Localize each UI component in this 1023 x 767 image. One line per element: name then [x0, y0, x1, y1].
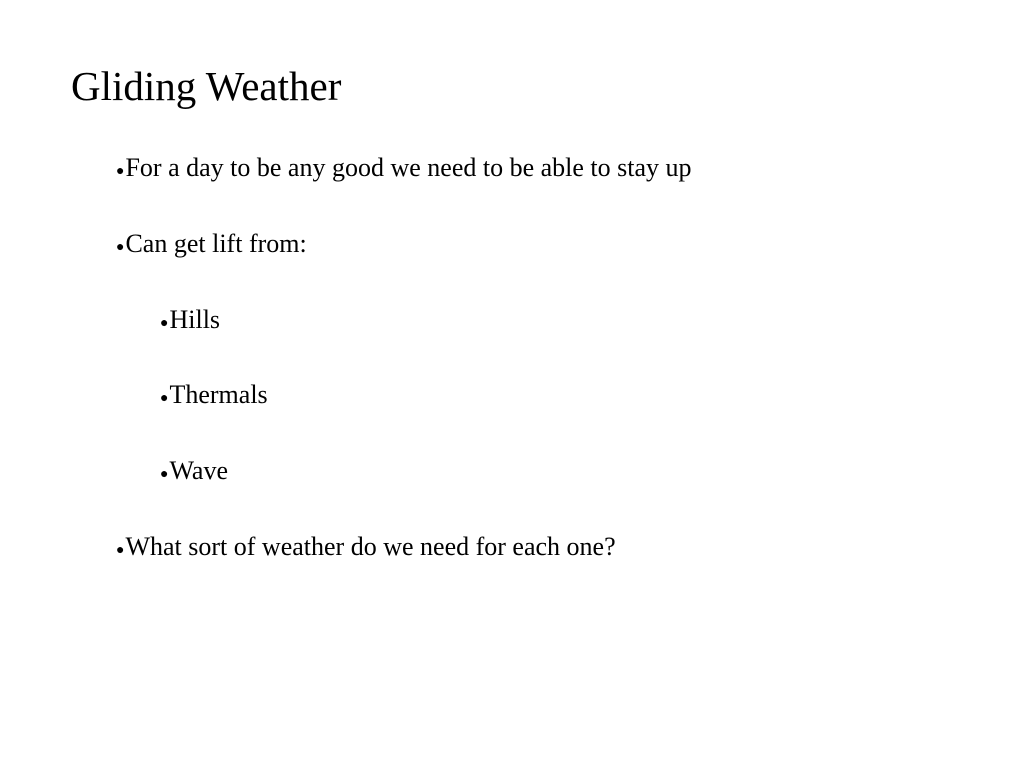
bullet-text: For a day to be any good we need to be able to stay up [125, 153, 692, 182]
bullet-text: Can get lift from: [125, 229, 307, 258]
bullet-item [116, 227, 307, 265]
slide-title: Gliding Weather [71, 63, 342, 109]
bullet-dot-icon: ● [116, 164, 125, 179]
sub-bullet-item [160, 454, 228, 492]
sub-bullet-item [160, 378, 268, 416]
bullet-dot-icon: ● [160, 467, 169, 482]
bullet-dot-icon: ● [160, 391, 169, 406]
bullet-dot-icon: ● [160, 316, 169, 331]
bullet-text: Thermals [169, 380, 268, 409]
bullet-dot-icon: ● [116, 240, 125, 255]
bullet-item [116, 530, 616, 568]
sub-bullet-item [160, 303, 220, 341]
bullet-text: Wave [169, 456, 229, 485]
bullet-dot-icon: ● [116, 543, 125, 558]
bullet-text: What sort of weather do we need for each one? [125, 532, 616, 561]
bullet-text: Hills [169, 305, 221, 334]
bullet-item [116, 151, 692, 189]
